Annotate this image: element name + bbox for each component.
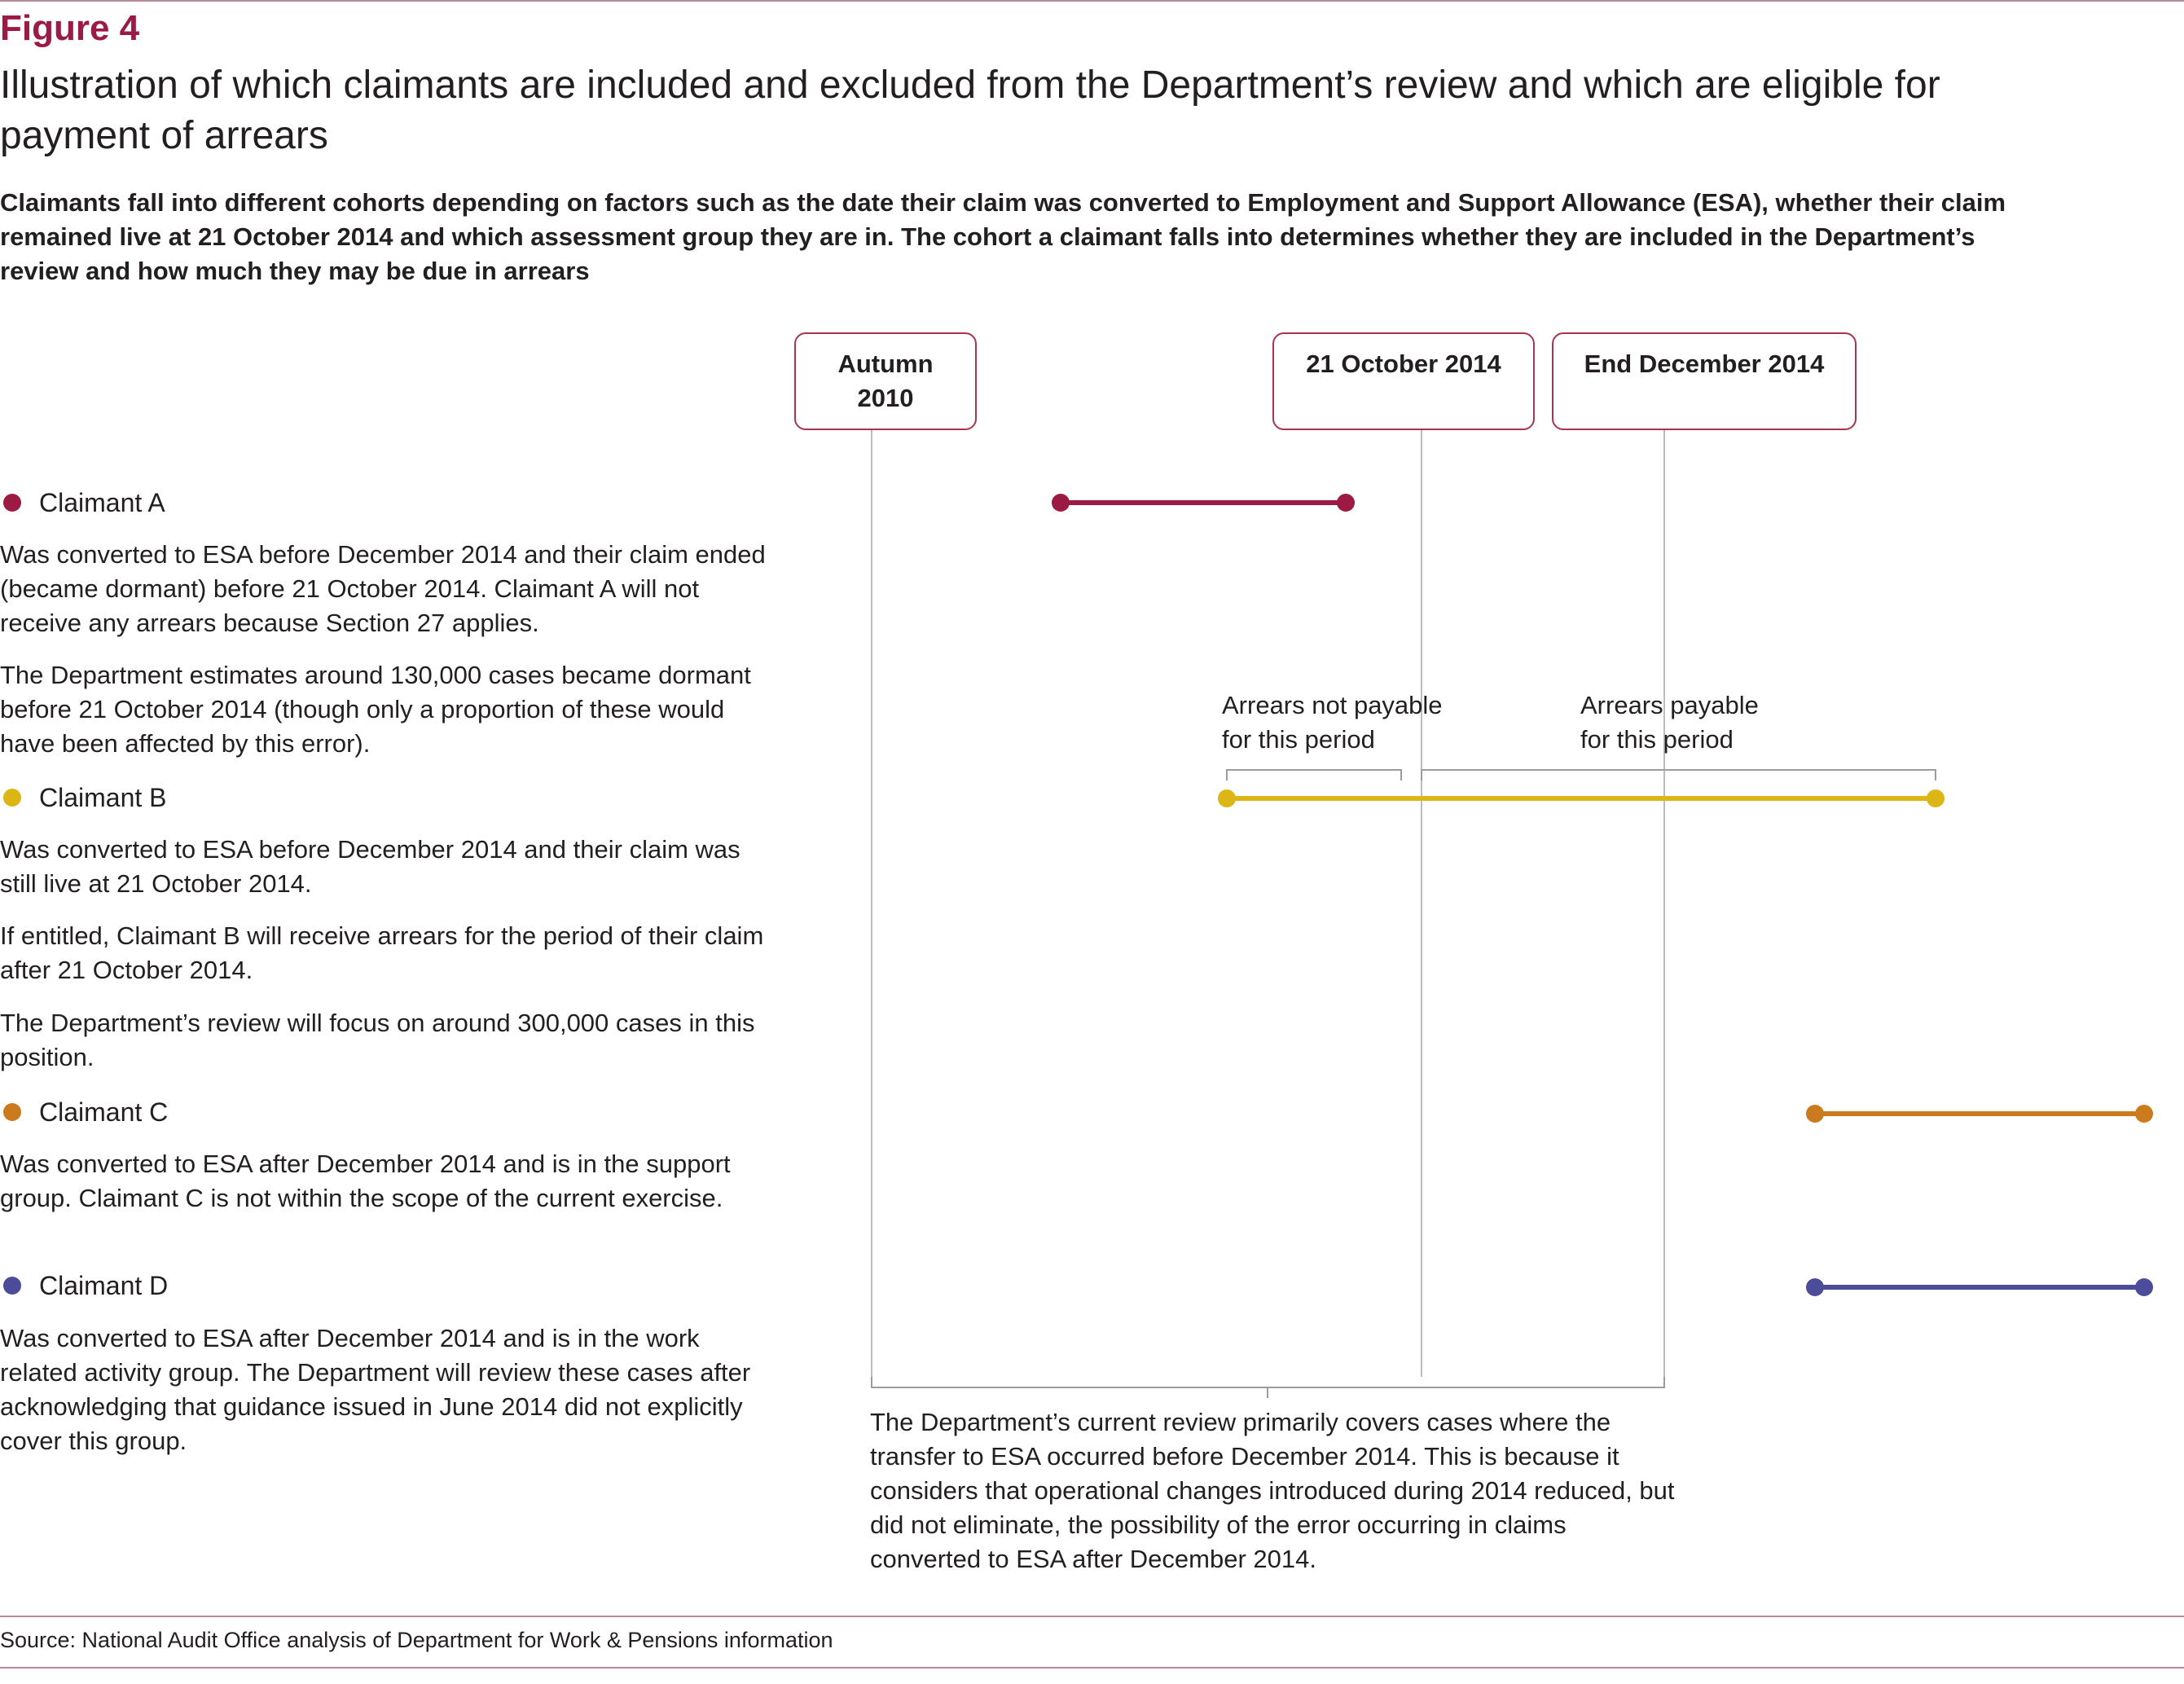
claimant-b-name: Claimant B bbox=[39, 783, 167, 812]
date-box-autumn-2010 bbox=[794, 332, 977, 430]
claimant-b-text-3: The Department’s review will focus on around 300,000 cases in this position. bbox=[0, 1009, 755, 1071]
arrears-payable-label: Arrears payable for this period bbox=[1580, 691, 1759, 754]
date-label-autumn-2010: Autumn 2010 bbox=[837, 350, 934, 412]
date-box-dec-2014 bbox=[1552, 332, 1857, 430]
claimant-b-end-dot bbox=[1927, 789, 1945, 807]
claimant-a-end-dot bbox=[1337, 494, 1355, 512]
payable-bracket bbox=[1422, 770, 1936, 780]
date-label-dec-2014: End December 2014 bbox=[1584, 350, 1825, 378]
claimant-c-name: Claimant C bbox=[39, 1097, 169, 1127]
claimant-c-heading bbox=[0, 1096, 168, 1128]
footer-rule-top bbox=[0, 1616, 2184, 1617]
claimant-d-start-dot bbox=[1806, 1278, 1824, 1296]
claimant-c-start-dot bbox=[1806, 1105, 1824, 1123]
figure-title: Illustration of which claimants are included and excluded from the Department’s review and which are eligible for payment of arrears bbox=[0, 64, 1940, 157]
claimant-c-text-1: Was converted to ESA after December 2014 and is in the support group. Claimant C is not within the scope of the current exercise. bbox=[0, 1150, 731, 1212]
claimant-a-heading bbox=[0, 486, 165, 519]
claimant-c-end-dot bbox=[2135, 1105, 2153, 1123]
claimant-a-text-2: The Department estimates around 130,000 cases became dormant before 21 October 2014 (though only a proportion of these would have been affected by this error). bbox=[0, 661, 751, 758]
claimant-c-dot-icon bbox=[3, 1103, 21, 1121]
figure-subtitle: Claimants fall into different cohorts depending on factors such as the date their claim was converted to Employment and Support Allowance (ESA), whether their claim remained live at 21 October 2014 and which assessment group they are in. The cohort a claimant falls into determines whether they are included in the Department’s review and how much they may be due in arrears bbox=[0, 188, 2006, 285]
claimant-b-text-1: Was converted to ESA before December 2014 and their claim was still live at 21 October 2014. bbox=[0, 835, 740, 898]
arrears-not-payable-label: Arrears not payable for this period bbox=[1222, 691, 1443, 754]
claimant-a-start-dot bbox=[1052, 494, 1070, 512]
claimant-d-heading bbox=[0, 1269, 168, 1302]
claimant-b-start-dot bbox=[1218, 789, 1236, 807]
review-bracket bbox=[872, 1377, 1664, 1387]
claimant-a-text-1: Was converted to ESA before December 2014 and their claim ended (became dormant) before 21 October 2014. Claimant A will not receive any arrears because Section 27 applies. bbox=[0, 540, 766, 637]
not-payable-bracket bbox=[1227, 770, 1401, 780]
review-note: The Department’s current review primarily covers cases where the transfer to ESA occurred before December 2014. This is because it considers that operational changes introduced during 2014 reduced, but did not eliminate, the possibility of the error occurring in claims converted to ESA after December 2014. bbox=[870, 1408, 1675, 1573]
claimant-b-dot-icon bbox=[3, 789, 21, 807]
figure-label: Figure 4 bbox=[0, 8, 140, 48]
claimant-d-dot-icon bbox=[3, 1277, 21, 1295]
source-note: Source: National Audit Office analysis of Department for Work & Pensions information bbox=[0, 1628, 833, 1652]
date-label-oct-2014: 21 October 2014 bbox=[1306, 350, 1501, 378]
date-box-oct-2014 bbox=[1272, 332, 1535, 430]
claimant-d-name: Claimant D bbox=[39, 1271, 169, 1300]
claimant-b-text-2: If entitled, Claimant B will receive arrears for the period of their claim after 21 October 2014. bbox=[0, 921, 764, 984]
claimant-a-name: Claimant A bbox=[39, 488, 165, 517]
claimant-d-text-1: Was converted to ESA after December 2014 and is in the work related activity group. The Department will review these cases after acknowledging that guidance issued in June 2014 did not explicitly cover this group. bbox=[0, 1324, 751, 1455]
claimant-a-dot-icon bbox=[3, 494, 21, 512]
claimant-b-heading bbox=[0, 781, 167, 814]
footer-rule-bottom bbox=[0, 1667, 2184, 1669]
claimant-d-end-dot bbox=[2135, 1278, 2153, 1296]
